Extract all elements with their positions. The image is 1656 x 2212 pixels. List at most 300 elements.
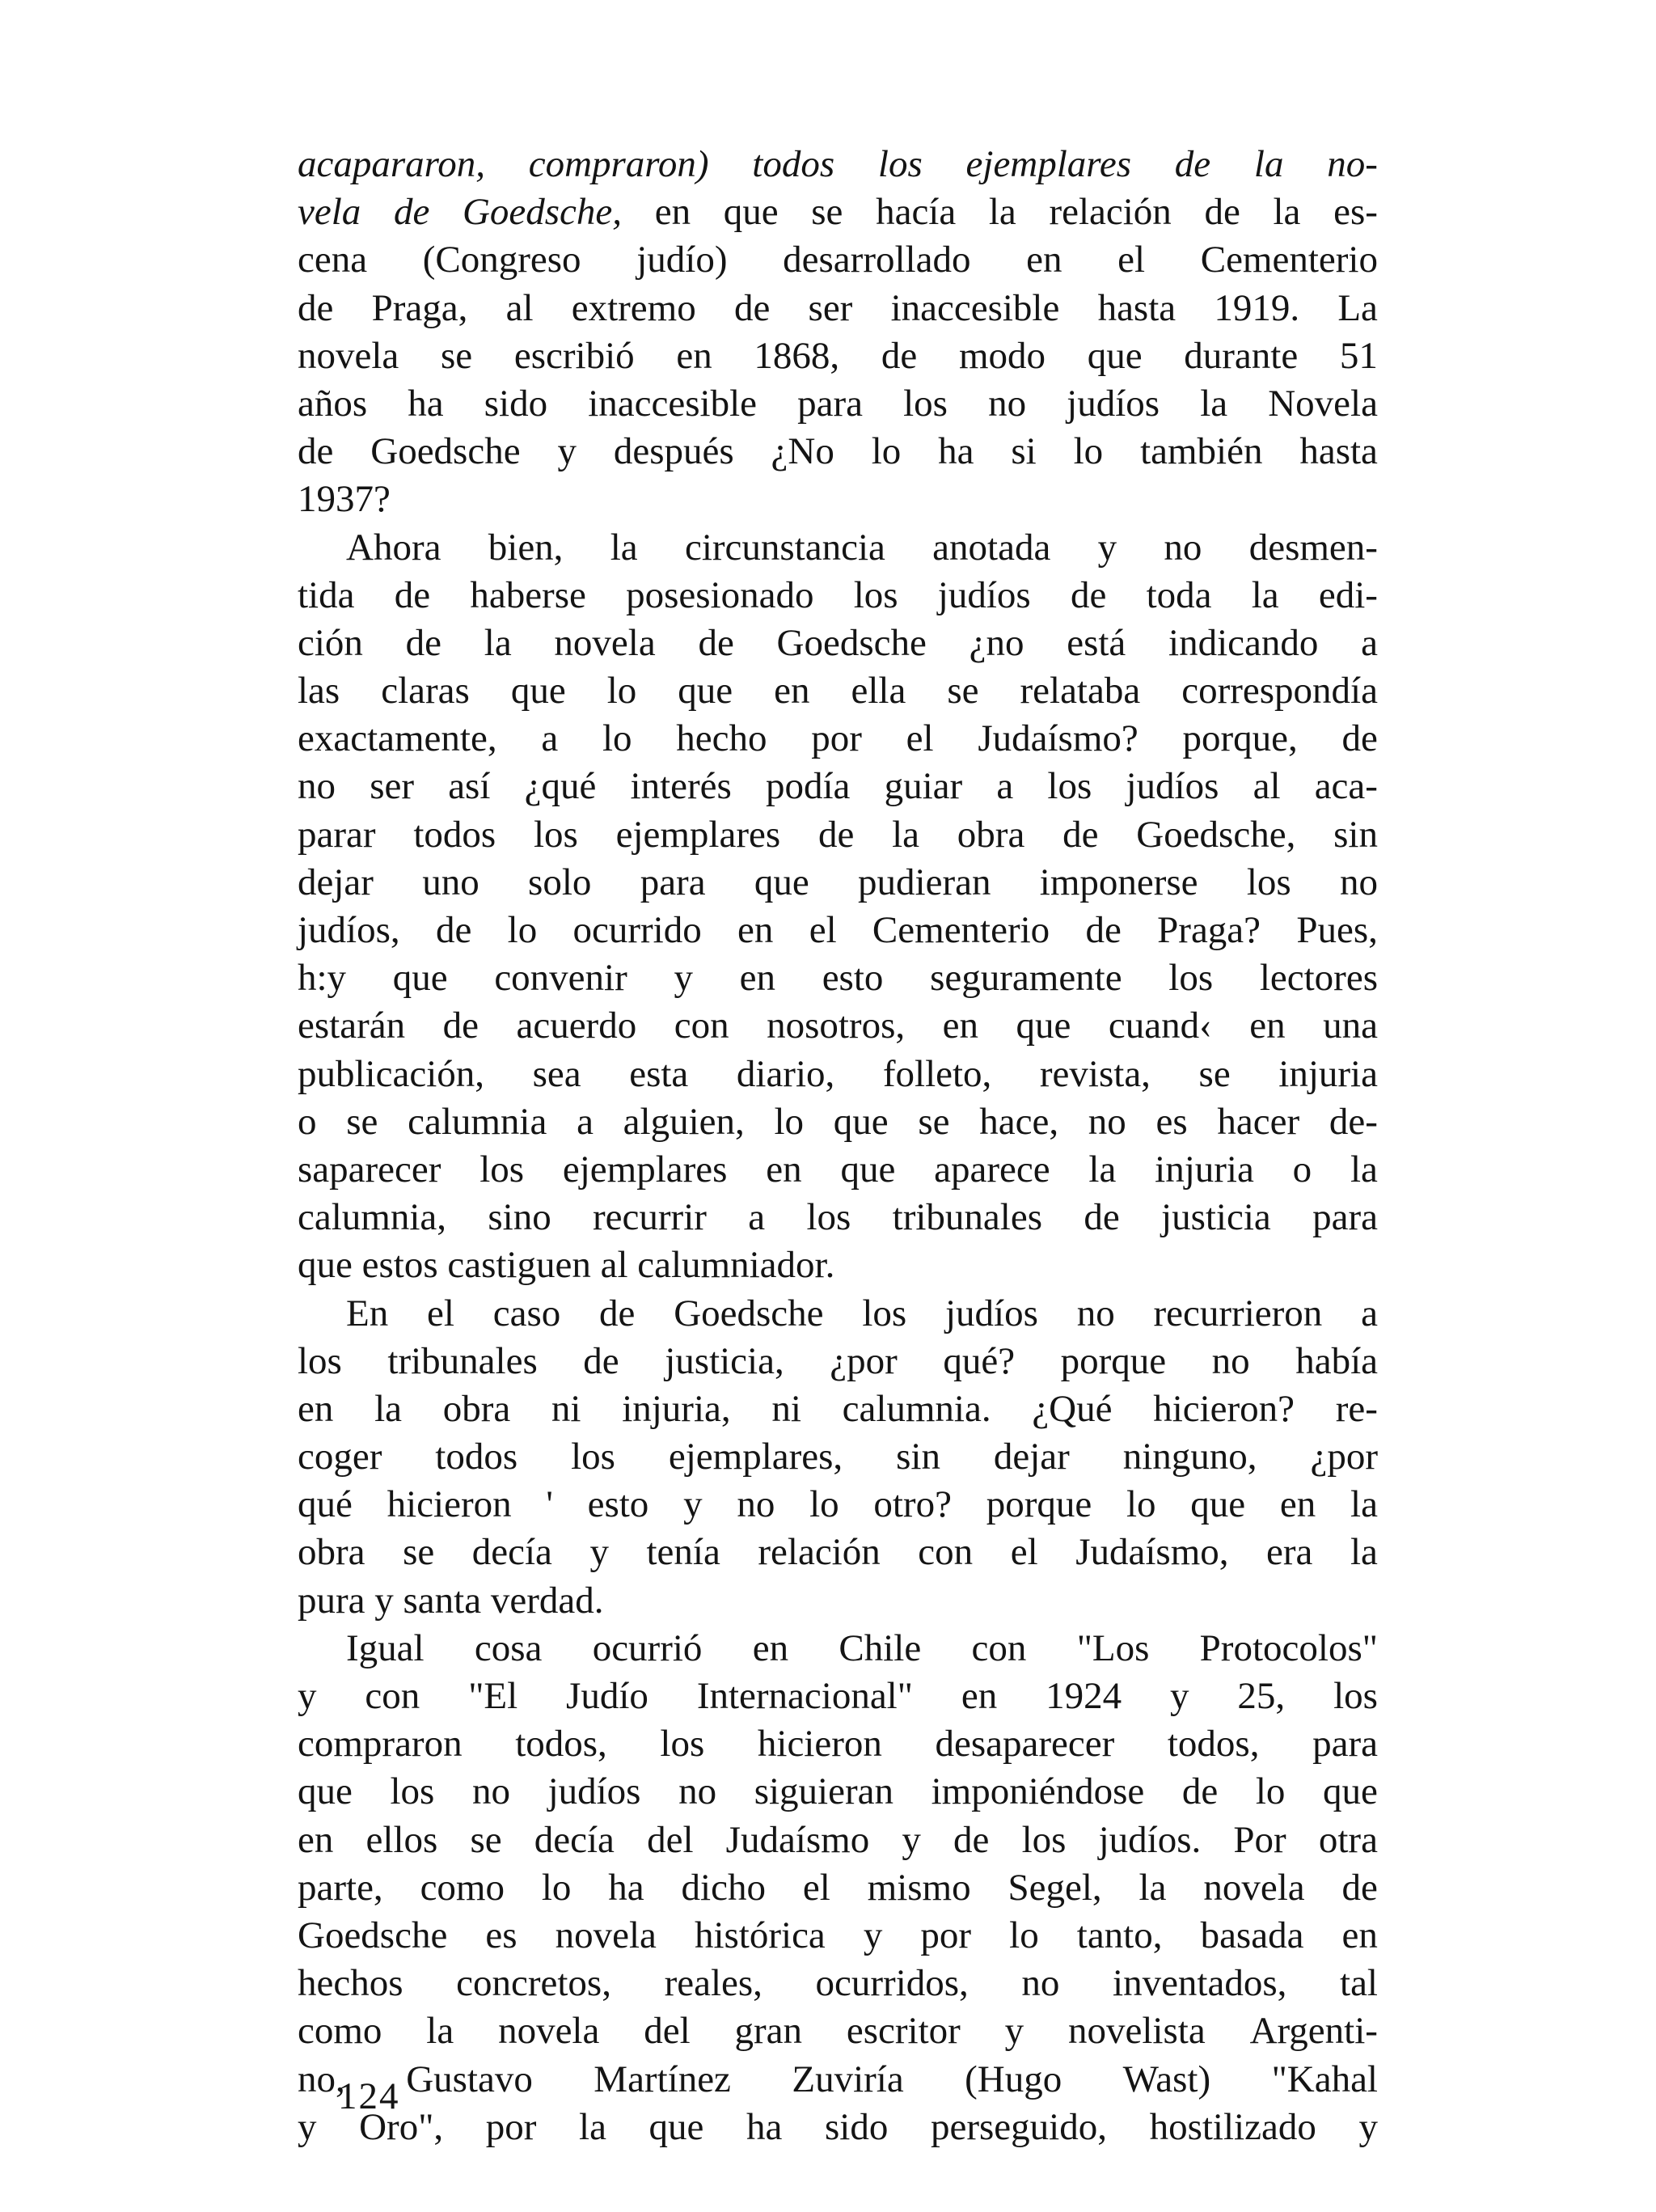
word: lo <box>541 1866 572 1909</box>
text-line <box>298 1529 1378 1576</box>
word: la <box>1088 1148 1117 1191</box>
word: está <box>1067 621 1126 664</box>
word: lo <box>602 717 632 760</box>
word: de <box>881 334 918 377</box>
word: ocurrido <box>572 909 702 951</box>
word: calumnia <box>408 1100 547 1143</box>
word: y <box>1358 2105 1378 2148</box>
text-line <box>298 715 1378 763</box>
word: para <box>640 861 706 903</box>
word: en <box>1341 1914 1378 1956</box>
word: es- <box>1333 191 1378 234</box>
word: pudieran <box>858 861 991 903</box>
word: perseguido, <box>930 2105 1107 2148</box>
word: porque, <box>1182 717 1298 760</box>
word: la <box>1350 1531 1378 1574</box>
word: bien, <box>488 526 564 569</box>
text-line <box>298 2104 1378 2151</box>
text-line <box>298 236 1378 284</box>
word: de <box>393 191 430 234</box>
word: se <box>811 191 843 234</box>
word: Martínez <box>594 2058 731 2100</box>
text-line <box>298 476 1378 523</box>
word: inaccesible <box>588 382 757 425</box>
word: todos, <box>1167 1723 1260 1766</box>
word: los <box>1246 861 1291 903</box>
word: en <box>676 334 712 377</box>
word: que <box>678 670 733 713</box>
word: los <box>660 1723 705 1766</box>
word: 51 <box>1339 334 1378 377</box>
word: esto <box>822 957 884 1000</box>
word: de <box>583 1339 619 1382</box>
word: ser <box>370 765 414 808</box>
word: que <box>723 191 779 234</box>
text-line <box>298 1577 1378 1625</box>
word: ha <box>608 1866 644 1909</box>
text-line <box>298 1960 1378 2007</box>
word: indicando <box>1168 621 1319 664</box>
text-line <box>298 1768 1378 1816</box>
word: con <box>971 1626 1027 1669</box>
word: la <box>1253 143 1284 185</box>
word: ¿por <box>830 1339 898 1382</box>
word: porque <box>986 1483 1092 1526</box>
word: de <box>1341 1866 1378 1909</box>
word: esto <box>587 1483 649 1526</box>
word: h:y <box>298 957 347 1000</box>
text-line <box>298 1051 1378 1098</box>
word: dejar <box>298 861 374 903</box>
word: en <box>654 191 691 234</box>
word: a <box>1361 621 1378 664</box>
word: que <box>1087 334 1143 377</box>
word: el <box>906 717 934 760</box>
word: Pues, <box>1296 909 1378 951</box>
word: hostilizado <box>1149 2105 1316 2148</box>
word: novela <box>554 621 656 664</box>
word: se <box>470 1818 502 1861</box>
word: de <box>435 909 472 951</box>
word: cosa <box>474 1626 543 1669</box>
text-line <box>298 667 1378 715</box>
word: que <box>840 1148 896 1191</box>
word: de- <box>1329 1100 1378 1143</box>
word: lo <box>1126 1483 1156 1526</box>
word: al <box>1253 765 1281 808</box>
word: en <box>737 909 774 951</box>
word: judíos <box>937 573 1031 616</box>
word: no <box>471 1770 510 1813</box>
page-number: 124 <box>338 2075 400 2117</box>
word: todos <box>435 1436 518 1478</box>
text-line <box>298 1673 1378 1720</box>
word: y <box>674 957 693 1000</box>
word: tal <box>1340 1962 1378 2005</box>
word: de <box>1174 143 1211 185</box>
word: ¿por <box>1310 1436 1378 1478</box>
word: Goedsche, <box>462 191 623 234</box>
word: Cementerio <box>1200 239 1378 281</box>
word: 1919. <box>1214 286 1300 329</box>
word: no <box>1021 1962 1060 2005</box>
word: guiar <box>884 765 963 808</box>
word: no <box>737 1483 775 1526</box>
word: anotada <box>932 526 1051 569</box>
word: y <box>683 1483 703 1526</box>
word: escritor <box>846 2010 961 2053</box>
word: qué? <box>943 1339 1016 1382</box>
word: extremo <box>571 286 696 329</box>
word: de <box>298 286 334 329</box>
word: la <box>1251 573 1279 616</box>
word: desaparecer <box>935 1723 1115 1766</box>
word: (Hugo <box>965 2058 1062 2100</box>
word: Ahora <box>346 526 441 569</box>
word: todos <box>413 813 496 856</box>
word: ' <box>546 1483 553 1526</box>
word: si <box>1011 430 1037 473</box>
word: lo <box>871 430 902 473</box>
word: no <box>1340 861 1378 903</box>
body-text <box>298 141 1378 2151</box>
word: los <box>862 1292 907 1334</box>
word: ha <box>746 2105 783 2148</box>
word: saparecer <box>298 1148 441 1191</box>
word: desarrollado <box>783 239 971 281</box>
word: Judaísmo? <box>978 717 1138 760</box>
word: qué <box>298 1483 353 1526</box>
word: de <box>953 1818 990 1861</box>
word: con <box>674 1004 729 1047</box>
word: Goedsche <box>298 1914 448 1956</box>
word: imponiéndose <box>931 1770 1145 1813</box>
word: Wast) <box>1122 2058 1211 2100</box>
word: hicieron <box>757 1723 882 1766</box>
word: el <box>427 1292 454 1334</box>
word: ¿No <box>771 430 834 473</box>
word: en <box>766 1148 802 1191</box>
word: novela <box>555 1914 657 1956</box>
word: los <box>877 143 923 185</box>
word: no, <box>298 2058 345 2100</box>
word: convenir <box>494 957 627 1000</box>
word: una <box>1323 1004 1378 1047</box>
word: publicación, <box>298 1052 485 1095</box>
word: lo <box>1073 430 1104 473</box>
word: hasta <box>1097 286 1177 329</box>
word: los <box>853 573 898 616</box>
word: a <box>577 1100 594 1143</box>
word: los <box>479 1148 525 1191</box>
word: relación <box>1049 191 1172 234</box>
word: obra <box>957 813 1025 856</box>
word: parar <box>298 813 376 856</box>
word: y <box>589 1531 609 1574</box>
word: ¿no <box>969 621 1024 664</box>
text-line <box>298 2056 1378 2104</box>
word: revista, <box>1039 1052 1151 1095</box>
word: ninguno, <box>1122 1436 1257 1478</box>
word: que <box>1016 1004 1071 1047</box>
word: de <box>1181 1770 1219 1813</box>
word: a <box>1361 1292 1378 1334</box>
word: Chile <box>839 1626 922 1669</box>
word: en <box>752 1626 789 1669</box>
text-line <box>298 1002 1378 1050</box>
word: que <box>1190 1483 1246 1526</box>
word: claras <box>381 670 470 713</box>
word: por <box>920 1914 972 1956</box>
word: modo <box>958 334 1046 377</box>
word: Zuviría <box>792 2058 904 2100</box>
word: las <box>298 670 340 713</box>
word: de <box>405 621 442 664</box>
word: sea <box>532 1052 581 1095</box>
word: y <box>902 1818 921 1861</box>
word: dicho <box>681 1866 766 1909</box>
text-line <box>298 1194 1378 1241</box>
word: judío) <box>636 239 728 281</box>
word: y <box>1097 526 1117 569</box>
word: en <box>961 1675 998 1717</box>
word: vela <box>298 191 361 234</box>
word: de <box>733 286 771 329</box>
word: los <box>806 1196 851 1239</box>
word: del <box>647 1818 694 1861</box>
word: de <box>698 621 734 664</box>
word: novela <box>298 334 399 377</box>
word: para <box>1312 1196 1378 1239</box>
word: tenía <box>646 1531 720 1574</box>
word: hicieron <box>387 1483 512 1526</box>
word: de <box>1204 191 1240 234</box>
word: o <box>298 1100 317 1143</box>
word: de <box>817 813 855 856</box>
word: y <box>298 2105 317 2148</box>
word: y <box>1170 1675 1189 1717</box>
text-line <box>298 763 1378 810</box>
text-line <box>298 332 1378 380</box>
word: la <box>579 2105 606 2148</box>
word: los <box>1168 957 1214 1000</box>
word: injuria <box>1155 1148 1254 1191</box>
word: o <box>1292 1148 1312 1191</box>
word: correspondía <box>1181 670 1378 713</box>
word: porque <box>1060 1339 1167 1382</box>
word: cena <box>298 239 368 281</box>
word: la <box>484 621 512 664</box>
word: solo <box>528 861 592 903</box>
word: Oro", <box>359 2105 444 2148</box>
word: toda <box>1146 573 1212 616</box>
word: los <box>1021 1818 1067 1861</box>
word: exactamente, <box>298 717 497 760</box>
word: basada <box>1200 1914 1304 1956</box>
word: calumnia, <box>298 1196 447 1239</box>
word: Cementerio <box>872 909 1050 951</box>
word: de <box>1084 1196 1120 1239</box>
word: en <box>774 670 810 713</box>
word: (Congreso <box>422 239 581 281</box>
word: folleto, <box>882 1052 992 1095</box>
word: no <box>1088 1100 1126 1143</box>
word: y <box>298 1675 317 1717</box>
word: "El <box>468 1675 518 1717</box>
word: que <box>298 1770 353 1813</box>
word: había <box>1295 1339 1378 1382</box>
word: de <box>1070 573 1107 616</box>
word: que <box>510 670 566 713</box>
word: no <box>678 1770 717 1813</box>
word: ¿qué <box>524 765 597 808</box>
word: aparece <box>934 1148 1050 1191</box>
word: después <box>613 430 734 473</box>
word: el <box>1010 1531 1038 1574</box>
line-text: que estos castiguen al calumniador. <box>298 1244 835 1287</box>
word: de <box>394 573 431 616</box>
word: no <box>1164 526 1202 569</box>
word: lectores <box>1259 957 1378 1000</box>
word: los <box>298 1339 342 1382</box>
word: La <box>1337 286 1378 329</box>
word: en <box>1026 239 1062 281</box>
word: ¿Qué <box>1032 1387 1113 1430</box>
word: aca- <box>1314 765 1378 808</box>
word: lo <box>1255 1770 1286 1813</box>
word: y <box>863 1914 883 1956</box>
word: diario, <box>736 1052 835 1095</box>
word: ella <box>851 670 906 713</box>
word: que <box>392 957 448 1000</box>
word: Protocolos" <box>1199 1626 1378 1669</box>
word: ocurrió <box>592 1626 703 1669</box>
word: uno <box>422 861 479 903</box>
word: inventados, <box>1113 1962 1287 2005</box>
word: se <box>918 1100 950 1143</box>
word: caso <box>492 1292 561 1334</box>
word: coger <box>298 1436 382 1478</box>
text-line <box>298 1481 1378 1529</box>
word: novela <box>498 2010 600 2053</box>
word: hacer <box>1217 1100 1300 1143</box>
word: la <box>1273 191 1301 234</box>
word: hecho <box>676 717 767 760</box>
word: decía <box>471 1531 552 1574</box>
word: 25, <box>1237 1675 1286 1717</box>
word: inaccesible <box>890 286 1060 329</box>
word: ejemplares, <box>668 1436 843 1478</box>
text-line <box>298 1433 1378 1481</box>
word: lo <box>507 909 538 951</box>
word: todos <box>752 143 835 185</box>
word: acapararon, <box>298 143 485 185</box>
word: injuria <box>1278 1052 1378 1095</box>
word: sido <box>825 2105 889 2148</box>
text-line <box>298 1625 1378 1673</box>
word: los <box>533 813 578 856</box>
word: sino <box>488 1196 551 1239</box>
word: Goedsche <box>370 430 521 473</box>
word: para <box>1312 1723 1378 1766</box>
word: también <box>1140 430 1263 473</box>
word: del <box>644 2010 691 2053</box>
word: Internacional" <box>696 1675 913 1717</box>
word: Judío <box>566 1675 648 1717</box>
word: ni <box>771 1387 801 1430</box>
word: nosotros, <box>767 1004 906 1047</box>
word: de <box>1341 717 1378 760</box>
text-line <box>298 141 1378 188</box>
word: hicieron? <box>1153 1387 1295 1430</box>
word: no <box>1076 1292 1115 1334</box>
word: es <box>485 1914 518 1956</box>
text-line <box>298 524 1378 572</box>
word: edi- <box>1318 573 1378 616</box>
word: compraron) <box>528 143 709 185</box>
word: Praga? <box>1157 909 1261 951</box>
word: lo <box>774 1100 805 1143</box>
text-line <box>298 620 1378 667</box>
word: desmen- <box>1248 526 1378 569</box>
word: por <box>485 2105 537 2148</box>
word: la <box>892 813 920 856</box>
word: circunstancia <box>684 526 885 569</box>
word: en <box>1279 1483 1316 1526</box>
word: sido <box>484 382 548 425</box>
word: ción <box>298 621 363 664</box>
word: imponerse <box>1039 861 1198 903</box>
word: siguieran <box>754 1770 893 1813</box>
word: haberse <box>470 573 586 616</box>
word: "Los <box>1076 1626 1150 1669</box>
word: el <box>1117 239 1146 281</box>
word: tanto, <box>1076 1914 1163 1956</box>
text-line <box>298 954 1378 1002</box>
text-line <box>298 572 1378 620</box>
word: se <box>947 670 979 713</box>
word: la <box>1350 1483 1378 1526</box>
word: que <box>833 1100 889 1143</box>
text-line <box>298 285 1378 332</box>
text-line <box>298 811 1378 859</box>
word: la <box>426 2010 454 2053</box>
word: se <box>346 1100 378 1143</box>
word: sin <box>1333 813 1378 856</box>
word: así <box>448 765 491 808</box>
word: calumnia. <box>842 1387 991 1430</box>
word: interés <box>630 765 732 808</box>
word: judíos <box>1067 382 1160 425</box>
word: de <box>1085 909 1122 951</box>
line-text: pura y santa verdad. <box>298 1579 604 1622</box>
word: todos, <box>515 1723 607 1766</box>
word: no <box>988 382 1027 425</box>
word: lo <box>606 670 637 713</box>
word: es <box>1155 1100 1188 1143</box>
word: de <box>298 430 334 473</box>
word: Segel, <box>1008 1866 1102 1909</box>
word: de <box>1062 813 1099 856</box>
word: como <box>420 1866 505 1909</box>
word: justicia, <box>665 1339 784 1382</box>
word: la <box>1200 382 1228 425</box>
word: seguramente <box>930 957 1122 1000</box>
word: otra <box>1318 1818 1378 1861</box>
word: dejar <box>993 1436 1070 1478</box>
word: la <box>1138 1866 1167 1909</box>
word: Argenti- <box>1249 2010 1378 2053</box>
